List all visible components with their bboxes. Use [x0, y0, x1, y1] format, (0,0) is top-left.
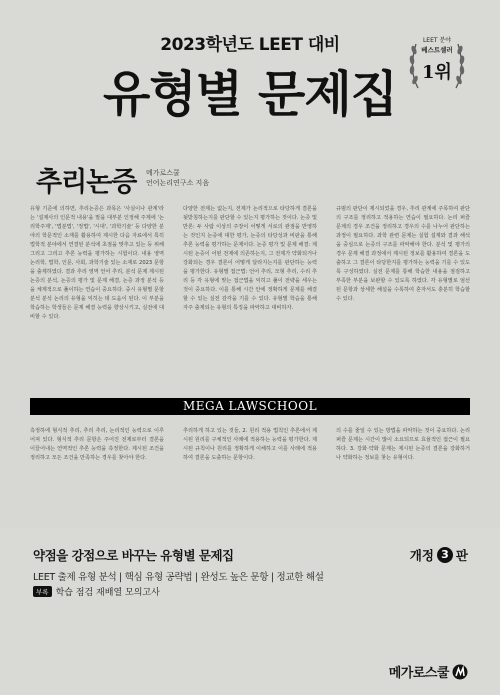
book-title: 유형별 문제집 [102, 66, 398, 123]
publisher-logo [389, 662, 468, 681]
features-list: LEET 출제 유형 분석 | 핵심 유형 공략법 | 완성도 높은 문항 | 정교한 해설 [33, 572, 324, 583]
appendix-tag: 부록 [33, 586, 52, 597]
background-text-block [30, 205, 470, 530]
text-column-3-lower: 의 수를 줄일 수 있는 방법을 파악하는 것이 중요하다. 논리 퍼즐 문제는 시간이 많이 소요되므로 효율적인 접근이 필요하다. 3. 강화·약화 문제는 제시된 논증의 결론을 강화하거나 약화하는 정보를 찾는 유형이다. [336, 428, 470, 461]
publisher-mark-icon [452, 664, 468, 680]
author-line1: 메가로스쿨 [146, 169, 180, 177]
text-column-2: 다양한 전제는 없는지, 전제가 논리적으로 타당하게 결론을 뒷받침하는지를 판단할 수 있는지 평가하는 것이다. 논증 및 반론: 두 사람 이상의 주장이 어떻게 서로의 관점을 반영하는 것인지 논증에 대한 평가, 논증의 타당성과 비판을 통해 추론 능력을 평가하는 문제이다. 논증 평가 및 문제 해결: 제시된 논증이 어떤 전제에 의존하는지, 그 전제가 약화되거나 강화되는 경우 결론이 어떻게 달라지는지를 판단하는 능력을 평가한다. 유형별 접근법: 언어 추리, 모형 추리, 수리 추리 등 각 유형에 맞는 접근법을 익히고 풀이 전략을 세우는 것이 중요하다. 이를 통해 시간 안에 정확하게 문제를 해결할 수 있는 실전 감각을 기를 수 있다. 유형별 학습을 통해 자주 출제되는 유형의 특징을 파악하고 대비하자. [183, 206, 317, 311]
author-line2: 언어논리연구소 지음 [146, 179, 210, 187]
laurel-wreath-icon [404, 26, 470, 108]
text-column-1-lower: 측정하에 형식적 추리, 추리 추리, 논리적인 능력으로 이루어져 있다. 형식적 추리 문항은 주어진 전제로부터 결론을 이끌어내는 연역적인 추론 능력을 측정한다. 제시된 조건을 정리하고 모든 조건을 만족하는 경우를 찾아야 한다. [30, 428, 164, 461]
edition-suffix: 판 [455, 548, 468, 563]
badge-line2: 베스트셀러 [421, 46, 453, 54]
authors [146, 168, 209, 188]
text-column-3: 규범의 판단이 제시되었을 경우, 추리 관계에 주목하여 판단의 구조를 정리하고 적용하는 연습이 필요하다. 논리 퍼즐 문제의 경우 조건을 정리하고 경우의 수를 나누어 판단하는 과정이 필요하다. 과학 관련 문제는 실험 설계와 결과 해석을 중심으로 논증의 구조를 파악해야 한다. 분석 및 평가의 경우 문제 해결 과정에서 제시된 정보를 활용하여 결론을 도출하고 그 결론이 타당한지를 평가하는 능력을 기를 수 있도록 구성하였다. 실전 문제를 통해 학습한 내용을 점검하고 부족한 부분을 보완할 수 있도록 하였다. 각 유형별로 엄선된 문항과 상세한 해설을 수록하여 혼자서도 충분히 학습할 수 있다. [336, 206, 470, 302]
appendix-text: 학습 점검 재배열 모의고사 [55, 588, 160, 598]
text-column-1: 유형 기준에 의하면, 추리논증은 과목은 '사실이나 관계'라는 '설제사의 인문적 내용'을 말을 대부분 인정해 주제에 '논리학주제', '법분법', '정법', '시대', '과학기술' 등 다양한 분야의 학문적인 소재를 활용하여 제시한 다음 자료에서 특히 법학적 분야에서 연결된 분석에 초점을 맞추고 있는 등 위해 그리고 그리고 추론 능력을 평가하는 시험이다. 내용 영역 논리학, 법학, 인문, 사회, 과학기술 있는 소재로 2023 문항을 출제하였다. 결과 추리 영역 언어 추리, 분석 문제 제시된 논증의 분석, 논증의 평가 및 문제 해결, 논증 과정 분석 등을 체계적으로 풀이하는 연습이 중요하다. 중시 유형별 문항 분석 분석 논리의 유형을 익히는 데 도움이 된다. 이 부분을 학습하는 학생들은 문제 해결 능력을 향상시키고, 실전에 대비할 수 있다. [30, 206, 164, 320]
publisher-name: 메가로스쿨 [388, 666, 449, 681]
exam-year-subtitle: 2023학년도 LEET 대비 [160, 35, 340, 55]
edition-prefix: 개정 [409, 548, 434, 563]
appendix-line [33, 585, 160, 598]
badge-line1: LEET 분야 [422, 37, 452, 44]
subject-title: 추리논증 [36, 167, 137, 198]
text-column-2-lower: 추리하게 하고 있는 것들, 2. 원리 적용 법칙인 추론에서 제시된 원리를 구체적인 사례에 적용하는 능력을 평가한다. 제시된 규칙이나 원리를 정확하게 이해하고 이를 사례에 적용하여 결론을 도출하는 문항이다. [183, 428, 317, 461]
badge-rank: 1위 [422, 62, 452, 83]
bestseller-badge [404, 26, 470, 108]
tagline: 약점을 강점으로 바꾸는 유형별 문제집 [33, 548, 234, 563]
mega-lawschool-banner: MEGA LAWSCHOOL [30, 398, 470, 415]
edition-number: 3 [437, 547, 453, 563]
edition-label [410, 546, 468, 564]
